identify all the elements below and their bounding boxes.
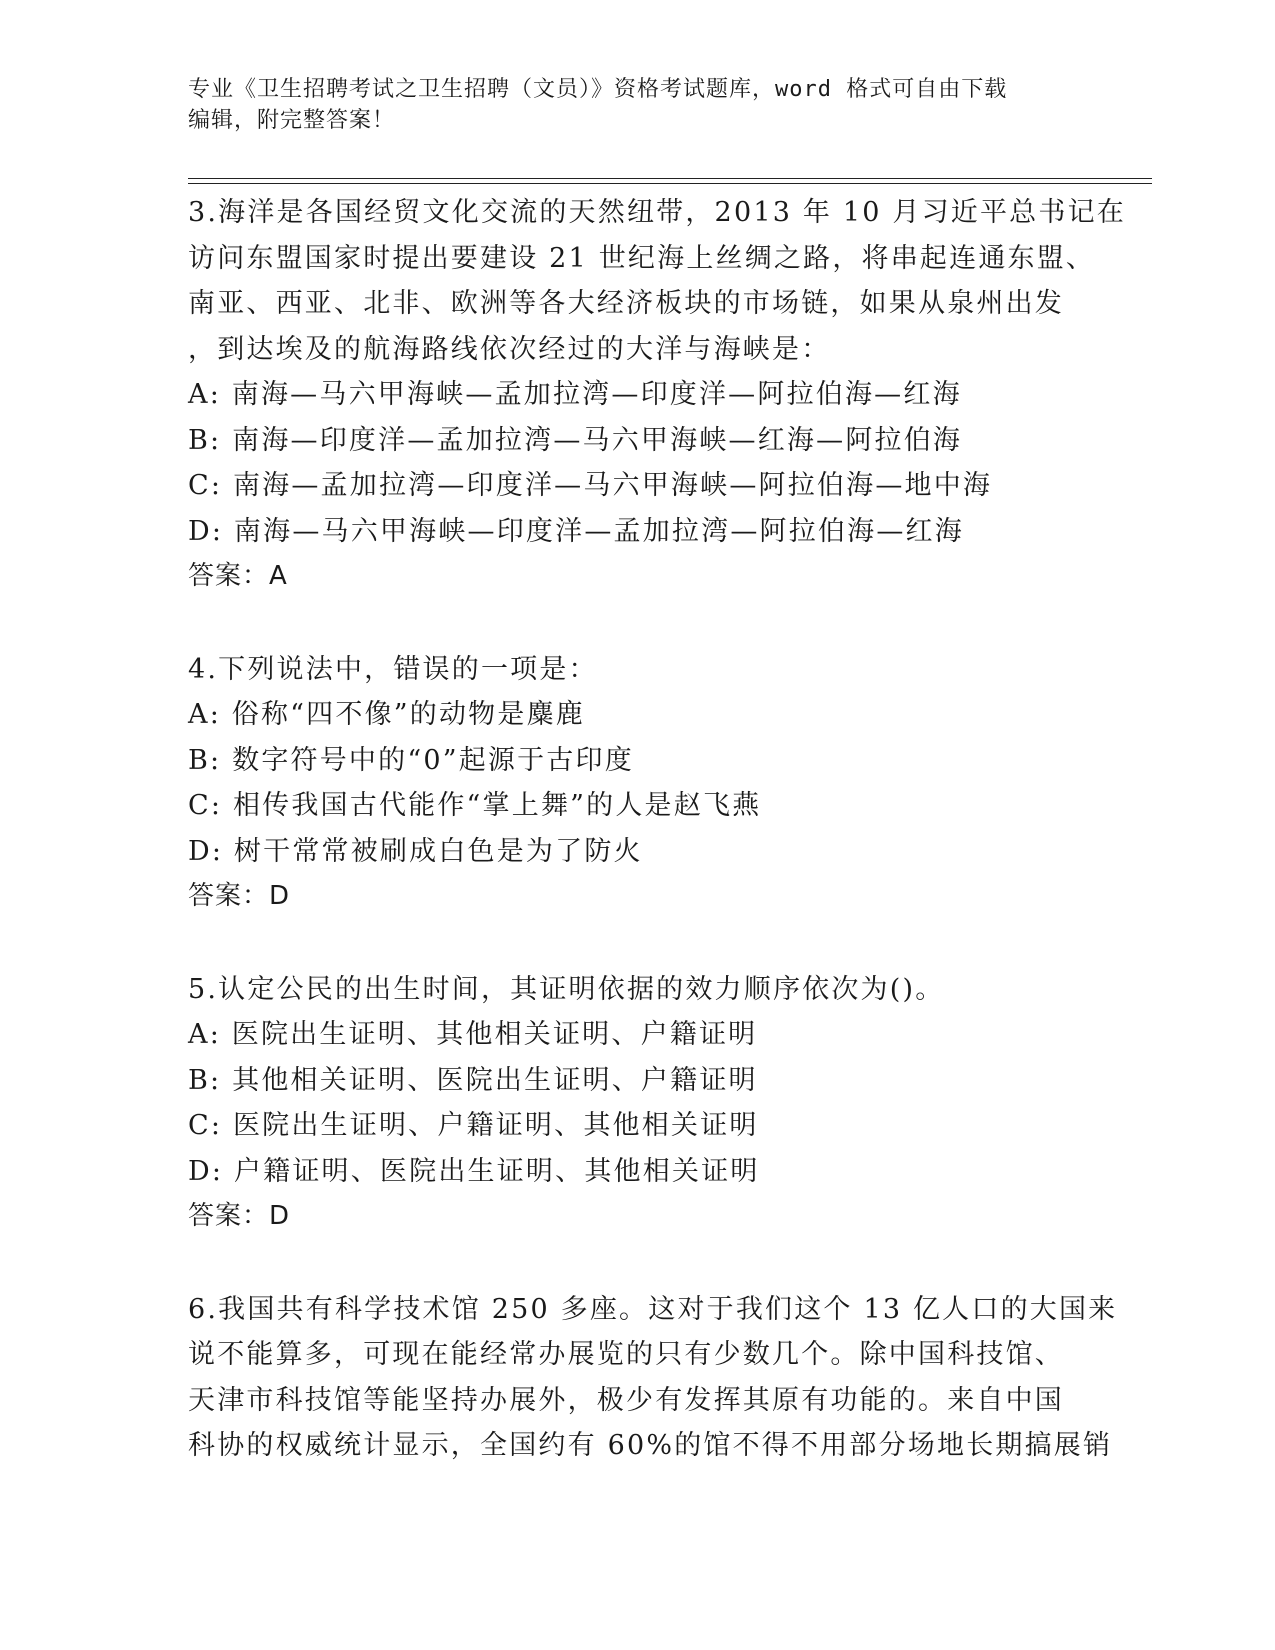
option-c: C: 相传我国古代能作“掌上舞”的人是赵飞燕 bbox=[188, 790, 762, 821]
option-c: C: 南海—孟加拉湾—印度洋—马六甲海峡—阿拉伯海—地中海 bbox=[188, 470, 993, 501]
option-b: B: 南海—印度洋—孟加拉湾—马六甲海峡—红海—阿拉伯海 bbox=[188, 424, 963, 456]
question-spacer bbox=[188, 920, 1108, 967]
option-d: D: 南海—马六甲海峡—印度洋—孟加拉湾—阿拉伯海—红海 bbox=[188, 515, 964, 547]
header-divider-top bbox=[188, 178, 1152, 179]
option-c: C: 医院出生证明、户籍证明、其他相关证明 bbox=[188, 1110, 759, 1141]
question-3 bbox=[188, 190, 1126, 600]
answer-line: 答案：D bbox=[188, 881, 291, 911]
question-text-line: ，到达埃及的航海路线依次经过的大洋与海峡是： bbox=[188, 333, 831, 365]
question-text-line: 4.下列说法中，错误的一项是： bbox=[188, 653, 598, 685]
answer-line: 答案：A bbox=[188, 561, 288, 591]
answer-line: 答案：D bbox=[188, 1201, 291, 1231]
question-text-line: 科协的权威统计显示，全国约有 60%的馆不得不用部分场地长期搞展销 bbox=[188, 1430, 1113, 1461]
question-spacer bbox=[188, 1240, 1108, 1287]
question-5 bbox=[188, 967, 1108, 1240]
question-text-line: 5.认定公民的出生时间，其证明依据的效力顺序依次为()。 bbox=[188, 973, 945, 1005]
question-list bbox=[188, 190, 1126, 1469]
option-d: D: 户籍证明、医院出生证明、其他相关证明 bbox=[188, 1155, 760, 1187]
question-text-line: 3.海洋是各国经贸文化交流的天然纽带，2013 年 10 月习近平总书记在 bbox=[188, 197, 1126, 228]
option-a: A: 南海—马六甲海峡—孟加拉湾—印度洋—阿拉伯海—红海 bbox=[188, 379, 962, 410]
question-text-line: 访问东盟国家时提出要建设 21 世纪海上丝绸之路，将串起连通东盟、 bbox=[188, 242, 1096, 274]
document-header bbox=[188, 74, 1068, 136]
option-a: A: 俗称“四不像”的动物是麋鹿 bbox=[188, 699, 585, 730]
question-4 bbox=[188, 647, 1108, 920]
question-text-line: 6.我国共有科学技术馆 250 多座。这对于我们这个 13 亿人口的大国来 bbox=[188, 1293, 1118, 1325]
option-d: D: 树干常常被刷成白色是为了防火 bbox=[188, 835, 643, 867]
header-line-1: 专业《卫生招聘考试之卫生招聘（文员）》资格考试题库，word 格式可自由下载 bbox=[188, 77, 1008, 102]
question-6 bbox=[188, 1287, 1118, 1469]
header-line-2: 编辑，附完整答案！ bbox=[188, 108, 396, 133]
question-text-line: 南亚、西亚、北非、欧洲等各大经济板块的市场链，如果从泉州出发 bbox=[188, 288, 1064, 319]
question-text-line: 天津市科技馆等能坚持办展外，极少有发挥其原有功能的。来自中国 bbox=[188, 1384, 1064, 1416]
option-a: A: 医院出生证明、其他相关证明、户籍证明 bbox=[188, 1019, 758, 1050]
question-spacer bbox=[188, 600, 1108, 647]
header-divider-bottom bbox=[188, 183, 1152, 184]
question-text-line: 说不能算多，可现在能经常办展览的只有少数几个。除中国科技馆、 bbox=[188, 1339, 1064, 1370]
option-b: B: 其他相关证明、医院出生证明、户籍证明 bbox=[188, 1064, 758, 1096]
option-b: B: 数字符号中的“0”起源于古印度 bbox=[188, 744, 634, 776]
